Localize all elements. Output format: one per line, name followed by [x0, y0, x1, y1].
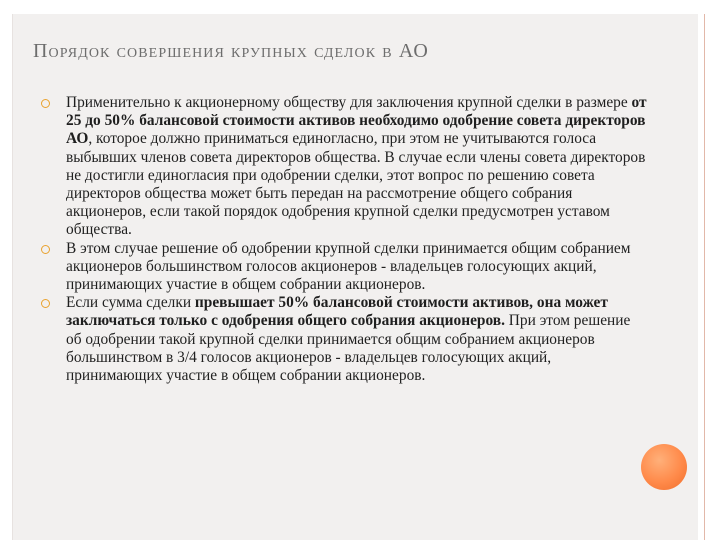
- bullet-text: [66, 294, 630, 384]
- bullet-item: [36, 94, 648, 240]
- bullet-circle-icon: [41, 99, 50, 108]
- bullet-circle-icon: [41, 299, 50, 308]
- right-rule: [704, 14, 705, 540]
- text-segment: , которое должно приниматься единогласно, при этом не учитываются голоса выбывших членов совета директоров общества. В случае если члены совета директоров не достигли единогласия при одобрении сделки, этот вопрос по решению совета директоров общества может быть передан на рассмотрение общего собрания акционеров, если такой порядок одобрения крупной сделки предусмотрен уставом общества.: [66, 130, 646, 239]
- bullet-text: [66, 240, 631, 293]
- bold-segment: от 25 до 50% балансовой стоимости активов необходимо одобрение совета директоров АО: [66, 94, 647, 148]
- left-rule: [12, 14, 13, 540]
- text-segment: При этом решение об одобрении такой крупной сделки принимается общим собранием акционеров большинством в 3/4 голосов акционеров - владельцев голосующих акций, принимающих участие в общем собрании акционеров.: [66, 312, 631, 385]
- frame-right: [698, 0, 720, 540]
- text-segment: В этом случае решение об одобрении крупной сделки принимается общим собранием акционеров большинством голосов акционеров - владельцев голосующих акций, принимающих участие в общем собрании акционеров.: [66, 239, 631, 294]
- bullet-item: [36, 294, 648, 385]
- bullet-list: [36, 94, 648, 385]
- bold-segment: превышает 50% балансовой стоимости активов, она может заключаться только с одобрения общего собрания акционеров.: [66, 294, 608, 330]
- frame-left: [0, 0, 12, 540]
- bullet-item: [36, 240, 648, 295]
- text-segment: Если сумма сделки: [66, 294, 195, 312]
- orange-orb-decoration: [641, 444, 687, 490]
- slide-title: Порядок совершения крупных сделок в АО: [33, 40, 429, 62]
- bullet-circle-icon: [41, 245, 50, 254]
- bullet-text: [66, 94, 647, 238]
- frame-top: [0, 0, 720, 14]
- text-segment: Применительно к акционерному обществу для заключения крупной сделки в размере: [66, 94, 632, 111]
